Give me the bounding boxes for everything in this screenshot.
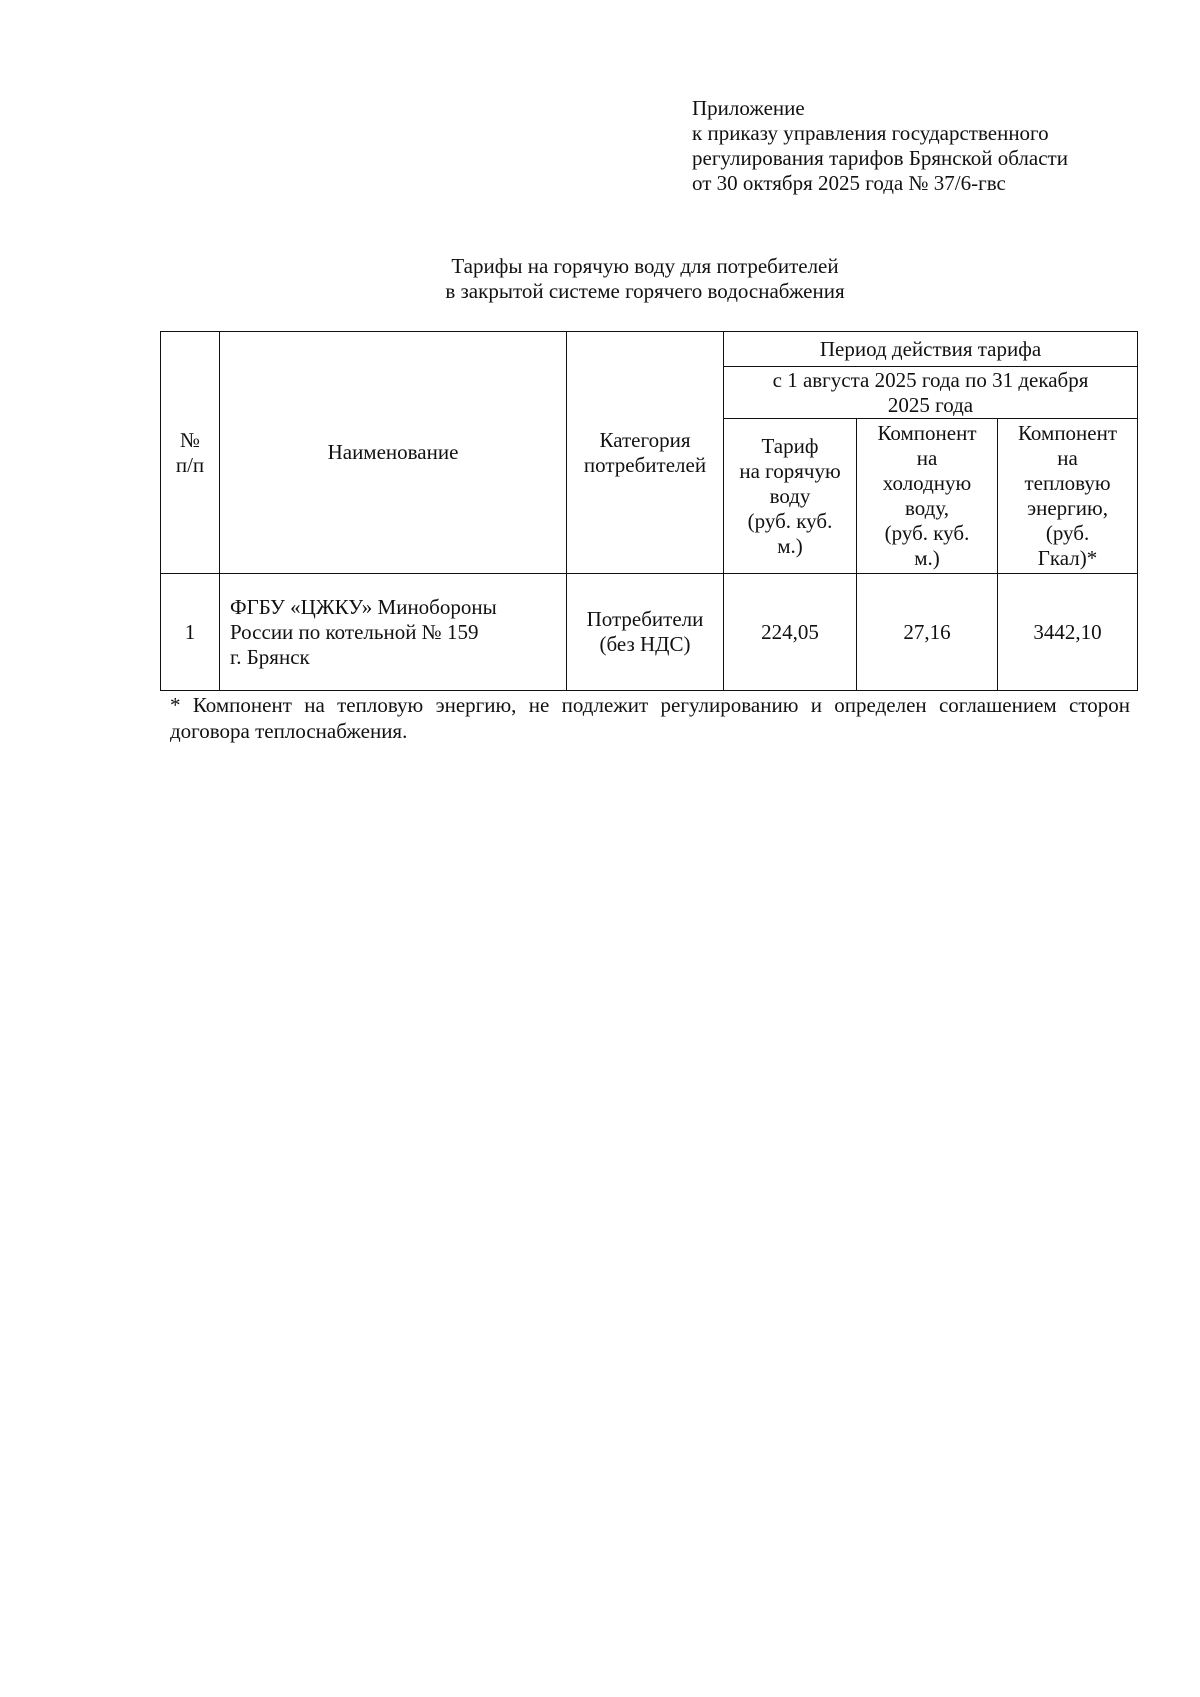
header-num: № п/п	[161, 332, 220, 574]
appendix-line: Приложение	[692, 96, 805, 120]
header-period-dates: с 1 августа 2025 года по 31 декабря 2025 года	[724, 367, 1138, 419]
header-period: Период действия тарифа	[724, 332, 1138, 367]
header-category: Категория потребителей	[567, 332, 724, 574]
footnote: * Компонент на тепловую энергию, не подлежит регулированию и определен соглашением сторон договора теплоснабжения.	[170, 693, 1130, 743]
appendix-header	[692, 96, 1132, 196]
cell-cold-water: 27,16	[857, 574, 998, 691]
cell-name: ФГБУ «ЦЖКУ» Минобороны России по котельной № 159 г. Брянск	[220, 574, 567, 691]
header-row	[161, 332, 1138, 367]
table-row	[161, 574, 1138, 691]
header-heat-energy: Компонент на тепловую энергию, (руб. Гкал)*	[998, 419, 1138, 574]
cell-tariff: 224,05	[724, 574, 857, 691]
appendix-line: регулирования тарифов Брянской области	[692, 146, 1068, 170]
cell-num: 1	[161, 574, 220, 691]
cell-category: Потребители (без НДС)	[567, 574, 724, 691]
header-tariff: Тариф на горячую воду (руб. куб. м.)	[724, 419, 857, 574]
header-cold-water: Компонент на холодную воду, (руб. куб. м.)	[857, 419, 998, 574]
title-line: Тарифы на горячую воду для потребителей	[451, 254, 839, 278]
title-line: в закрытой системе горячего водоснабжения	[445, 279, 845, 303]
header-name: Наименование	[220, 332, 567, 574]
appendix-line: к приказу управления государственного	[692, 121, 1049, 145]
appendix-line: от 30 октября 2025 года № 37/6-гвс	[692, 171, 1006, 195]
tariff-table	[160, 331, 1138, 691]
cell-heat-energy: 3442,10	[998, 574, 1138, 691]
document-title	[380, 254, 910, 304]
